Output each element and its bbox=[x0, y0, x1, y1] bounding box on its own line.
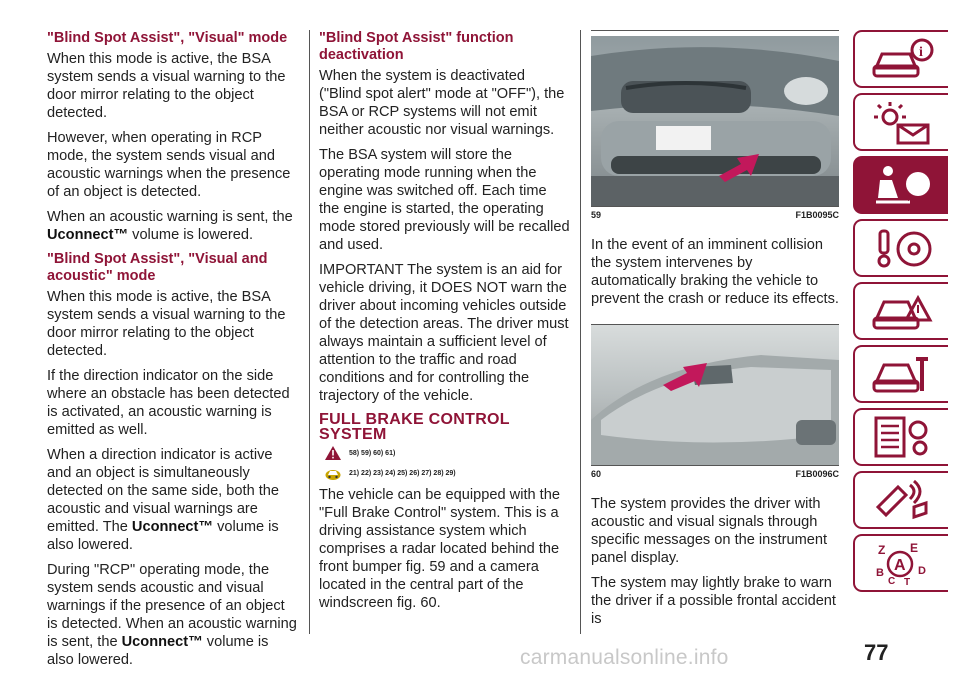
text: volume is lowered. bbox=[128, 227, 254, 243]
paragraph bbox=[47, 446, 299, 554]
technical-data-icon bbox=[870, 414, 934, 460]
paragraph: If the direction indicator on the side where an obstacle has been detected is activated, an acoustic warning is emitted as well. bbox=[47, 368, 290, 438]
tab-warning-lights[interactable] bbox=[853, 93, 948, 151]
brand-name: Uconnect™ bbox=[131, 519, 214, 535]
tab-technical-data[interactable] bbox=[853, 408, 948, 466]
tab-index[interactable] bbox=[853, 534, 948, 592]
index-icon bbox=[870, 540, 934, 586]
paragraph: In the event of an imminent collision the system intervenes by automatically braking the vehicle to prevent the crash or reduce its effects. bbox=[591, 237, 839, 307]
page-number: 77 bbox=[864, 640, 889, 665]
starting-driving-icon bbox=[870, 225, 934, 271]
figure-59-front-bumper-photo bbox=[591, 36, 839, 206]
emergency-icon bbox=[870, 288, 934, 334]
paragraph: When the system is deactivated ("Blind spot alert" mode at "OFF"), the BSA or RCP systems will not emit neither acoustic nor visual warnings. bbox=[319, 68, 565, 138]
figure-top-rule bbox=[591, 30, 839, 31]
paragraph: However, when operating in RCP mode, the system sends visual and acoustic warnings when the presence of an object is detected. bbox=[47, 130, 291, 200]
tab-multimedia[interactable] bbox=[853, 471, 948, 529]
section-title: FULL BRAKE CONTROL SYSTEM bbox=[319, 411, 510, 443]
chapter-sidebar bbox=[853, 30, 953, 597]
car-front-illustration bbox=[591, 36, 839, 206]
heading-bsa-visual-mode: "Blind Spot Assist", "Visual" mode bbox=[47, 30, 288, 46]
safety-airbag-icon bbox=[870, 162, 934, 208]
text: When a direction indicator is active and an object is simultaneously detected on the same side, both the acoustic and visual warnings are emitted. The bbox=[47, 447, 280, 535]
brand-name: Uconnect™ bbox=[121, 634, 203, 650]
tab-dashboard[interactable] bbox=[853, 30, 948, 88]
care-ref-list: 21) 22) 23) 24) 25) 26) 27) 28) 29) bbox=[349, 469, 456, 477]
warning-lights-icon bbox=[870, 99, 934, 145]
windscreen-illustration bbox=[591, 325, 839, 465]
figure-number: 60 bbox=[591, 469, 602, 479]
paragraph: The system provides the driver with acoustic and visual signals through specific messages on the instrument panel display. bbox=[591, 496, 828, 566]
brand-name: Uconnect™ bbox=[47, 227, 129, 243]
paragraph bbox=[47, 208, 299, 244]
watermark: carmanualsonline.info bbox=[520, 646, 729, 669]
maintenance-icon bbox=[870, 351, 934, 397]
svg-text:i: i bbox=[918, 45, 923, 60]
column-left bbox=[47, 30, 299, 676]
tab-maintenance[interactable] bbox=[853, 345, 948, 403]
multimedia-icon bbox=[870, 477, 934, 523]
figure-number: 59 bbox=[591, 210, 602, 220]
tab-safety[interactable] bbox=[853, 156, 948, 214]
tab-emergency[interactable] bbox=[853, 282, 948, 340]
car-care-icon bbox=[325, 466, 341, 480]
svg-text:B: B bbox=[875, 567, 884, 579]
paragraph: The system may lightly brake to warn the driver if a possible frontal accident is bbox=[591, 575, 836, 627]
dashboard-info-icon bbox=[870, 36, 934, 82]
paragraph: The BSA system will store the operating mode running when the engine was switched off. Each time the engine is started, the operating mode stored previously will be recalled and used. bbox=[319, 147, 570, 253]
column-divider bbox=[580, 30, 581, 634]
text: volume is also lowered. bbox=[47, 519, 279, 553]
figure-code: F1B0096C bbox=[795, 469, 839, 479]
text: During "RCP" operating mode, the system sends acoustic and visual warnings if the presence of an object is detected. When an acoustic warning is sent, the bbox=[47, 562, 297, 650]
heading-bsa-visual-acoustic-mode: "Blind Spot Assist", "Visual and acoustic" mode bbox=[47, 251, 268, 284]
svg-text:D: D bbox=[917, 565, 926, 577]
figure-code: F1B0095C bbox=[795, 210, 839, 220]
heading-bsa-deactivation: "Blind Spot Assist" function deactivation bbox=[319, 30, 514, 63]
figure-60-caption bbox=[591, 465, 839, 479]
figure-59-caption bbox=[591, 206, 839, 220]
paragraph: When this mode is active, the BSA system sends a visual warning to the door mirror relating to the object detected. bbox=[47, 51, 286, 121]
care-refs bbox=[325, 466, 571, 480]
paragraph: When this mode is active, the BSA system sends a visual warning to the door mirror relating to the object detected. bbox=[47, 289, 286, 359]
text: When an acoustic warning is sent, the bbox=[47, 209, 293, 225]
svg-text:E: E bbox=[909, 541, 918, 555]
warning-ref-list: 58) 59) 60) 61) bbox=[349, 449, 396, 457]
column-divider bbox=[309, 30, 310, 634]
svg-text:C: C bbox=[887, 576, 895, 586]
column-middle bbox=[319, 30, 571, 619]
column-right bbox=[591, 30, 841, 635]
paragraph bbox=[47, 561, 299, 669]
tab-starting-driving[interactable] bbox=[853, 219, 948, 277]
svg-text:A: A bbox=[893, 557, 906, 574]
text: volume is also lowered. bbox=[47, 634, 269, 668]
warning-refs bbox=[325, 446, 571, 460]
svg-text:Z: Z bbox=[877, 543, 885, 557]
svg-text:T: T bbox=[903, 577, 910, 586]
figure-60-windscreen-camera-photo bbox=[591, 325, 839, 465]
paragraph: The vehicle can be equipped with the "Full Brake Control" system. This is a driving assistance system which comprises a radar located behind the front bumper fig. 59 and a camera located in the central part of the windscreen fig. 60. bbox=[319, 487, 560, 611]
warning-triangle-icon bbox=[325, 446, 341, 460]
paragraph-important: IMPORTANT The system is an aid for vehicle driving, it DOES NOT warn the driver about incoming vehicles outside of the detection areas. The driver must always maintain a sufficient level of attention to the traffic and road conditions and for controlling the trajectory of the vehicle. bbox=[319, 262, 569, 404]
